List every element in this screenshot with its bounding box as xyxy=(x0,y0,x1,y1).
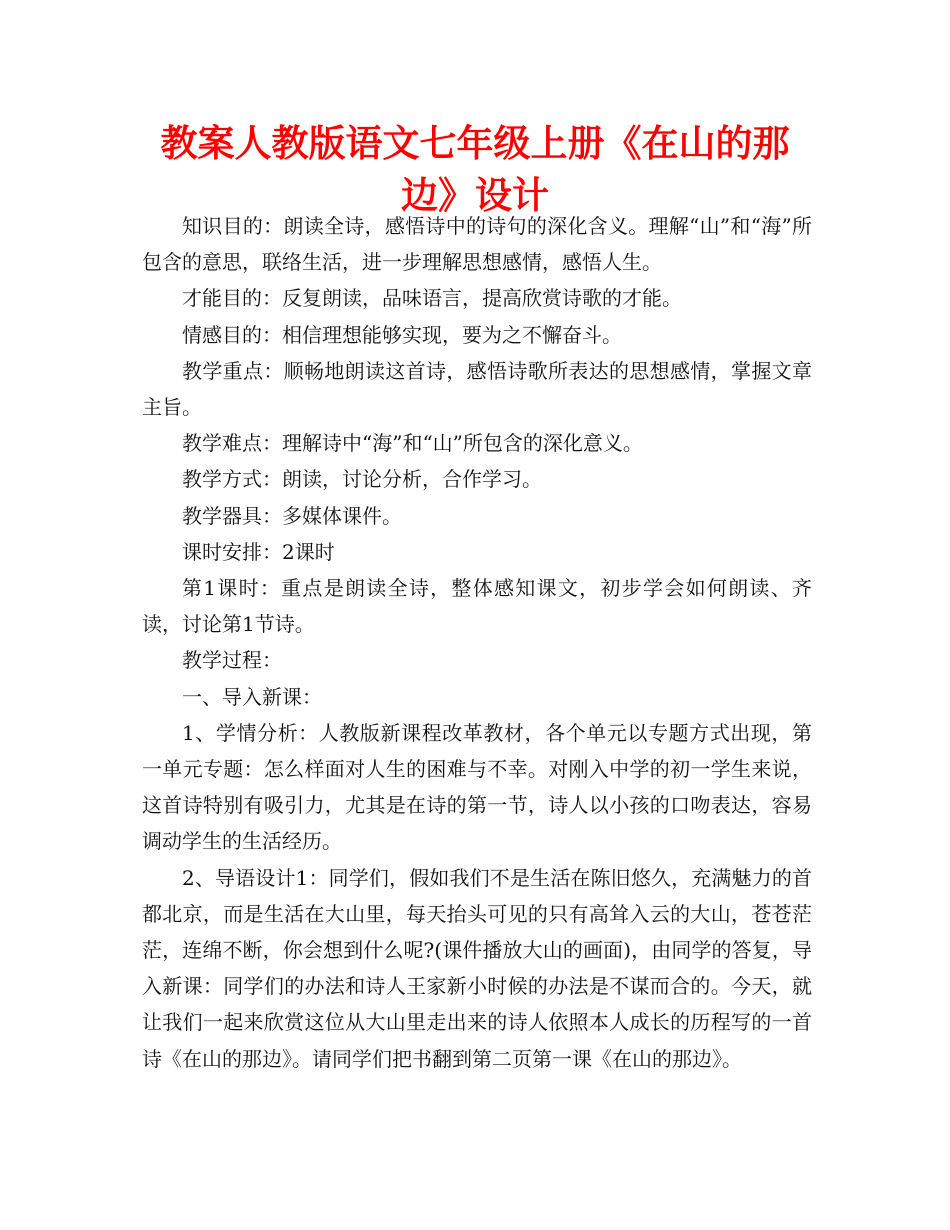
paragraph-learning-analysis: 1、学情分析：人教版新课程改革教材，各个单元以专题方式出现，第一单元专题：怎么样面对人生的困难与不幸。对刚入中学的初一学生来说，这首诗特别有吸引力，尤其是在诗的第一节，诗人以小孩的口吻表达，容易调动学生的生活经历。 xyxy=(142,720,812,854)
paragraph-teaching-tools: 教学器具：多媒体课件。 xyxy=(182,503,402,528)
document-title: 教案人教版语文七年级上册《在山的那边》设计 xyxy=(160,122,790,217)
paragraph-introduction-design: 2、导语设计1：同学们，假如我们不是生活在陈旧悠久，充满魅力的首都北京，而是生活在大山里，每天抬头可见的只有高耸入云的大山，苍苍茫茫，连绵不断，你会想到什么呢?(课件播放大山的画面)，由同学的答复，导入新课：同学们的办法和诗人王家新小时候的办法是不谋而合的。今天，就让我们一起来欣赏这位从大山里走出来的诗人依照本人成长的历程写的一首诗《在山的那边》。请同学们把书翻到第二页第一课《在山的那边》。 xyxy=(142,865,812,1071)
paragraph-introduce-new-lesson: 一、导入新课： xyxy=(182,684,322,709)
paragraph-lesson-one: 第1课时：重点是朗读全诗，整体感知课文，初步学会如何朗读、齐读，讨论第1节诗。 xyxy=(142,576,812,637)
document-body xyxy=(142,208,812,1077)
paragraph-teaching-method: 教学方式：朗读，讨论分析，合作学习。 xyxy=(182,467,542,492)
paragraph-lesson-schedule: 课时安排：2课时 xyxy=(182,539,335,564)
paragraph-teaching-focus: 教学重点：顺畅地朗读这首诗，感悟诗歌所表达的思想感情，掌握文章主旨。 xyxy=(142,358,812,420)
paragraph-ability-goal: 才能目的：反复朗读，品味语言，提高欣赏诗歌的才能。 xyxy=(182,286,682,311)
paragraph-emotion-goal: 情感目的：相信理想能够实现，要为之不懈奋斗。 xyxy=(182,322,622,347)
paragraph-knowledge-goal: 知识目的：朗读全诗，感悟诗中的诗句的深化含义。理解“山”和“海”所包含的意思，联络生活，进一步理解思想感情，感悟人生。 xyxy=(142,214,812,275)
paragraph-teaching-process: 教学过程： xyxy=(182,648,282,673)
paragraph-teaching-difficulty: 教学难点：理解诗中“海”和“山”所包含的深化意义。 xyxy=(182,431,643,456)
